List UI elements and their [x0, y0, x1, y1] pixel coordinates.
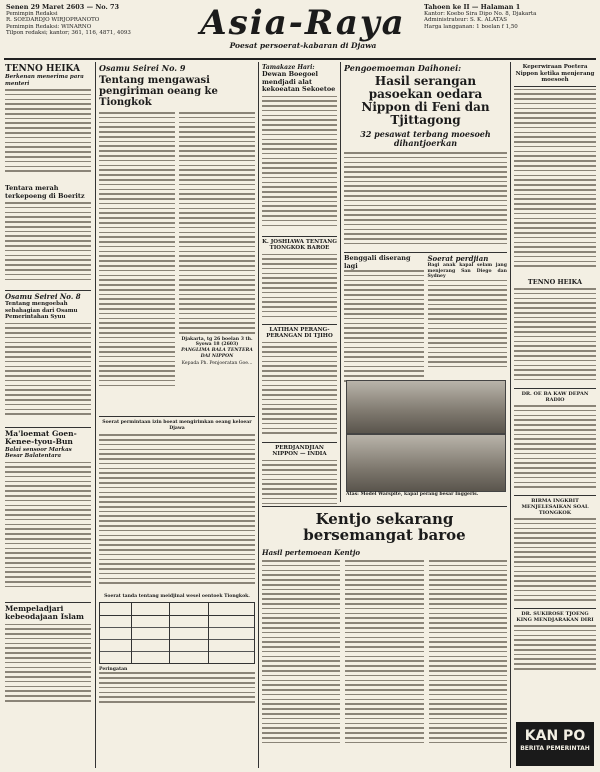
headline-soerat-perdjian: Soerat perdjian — [427, 254, 489, 263]
admin-line: Administrateur: S. K. ALATAS — [424, 17, 508, 23]
column-rule — [510, 62, 511, 768]
column-rule — [340, 62, 341, 502]
office-line: Kantor: Koebo Sira Dipo No. 8, Djakarta — [424, 10, 537, 17]
issue-line: Tahoen ke II — Halaman 1 — [424, 3, 521, 11]
body-text — [344, 152, 507, 252]
column-3 — [262, 64, 337, 504]
form-table — [99, 602, 255, 664]
photo-caption: Atas: Model Warspite, kapal perang besar Inggeris. — [346, 492, 479, 497]
headline-benggali: Benggali diserang lagi — [344, 254, 411, 270]
note-heading: Peringatan — [99, 666, 128, 672]
headline-maloemat: Ma'loemat Goen-Kenee-tyou-Bun — [5, 427, 91, 447]
body-text — [262, 342, 337, 442]
masthead-subtitle: Poesat persoerat-kabaran di Djawa — [229, 41, 377, 50]
headline-keperwiraan: Keperwiraan Poetera Nippon ketika menjerang moesoeh — [514, 64, 596, 87]
price-line: Harga langganan: 1 boelan f 1,50 — [424, 23, 518, 30]
headline-pengiriman-oeang: Tentang mengawasi pengiriman oeang ke Tiongkok — [99, 75, 218, 108]
header-left — [6, 4, 186, 37]
column-5 — [514, 64, 596, 768]
headline-tenno-heika: TENNO HEIKA — [5, 64, 80, 74]
date-signature: Djakarta, tg 26 boelan 3 th. Syowa 18 (2603) — [181, 336, 253, 348]
subhead: Bagi anak kapal selam jang menjerang San Diego dan Sydney — [427, 263, 507, 280]
body-text — [262, 254, 337, 324]
column-2 — [99, 64, 255, 768]
body-text — [5, 462, 91, 602]
headline-dewan-boegoel: Dewan Boegoel mendjadi alat kekoeatan Sekoetoe — [262, 70, 336, 93]
headline-latihan-perang: LATIHAN PERANG-PERANGAN DI TJIHO — [262, 324, 337, 340]
headline-kebeodajaan-islam: Mempeladjari kebeodajaan Islam — [5, 602, 91, 622]
column-rule — [95, 62, 96, 768]
headline-perdjandjian: PERDJANDJIAN NIPPON — INDIA — [262, 442, 337, 458]
headline-oe-ba-kaw: DR. OE BA KAW DEPAN RADIO — [514, 388, 596, 403]
body-text — [514, 288, 596, 388]
photo-warship-bottom — [346, 434, 506, 492]
body-text — [5, 624, 91, 714]
subhead: Tentang mengoebah sebahagian dari Osamu Pemerintahan Syuu — [5, 301, 78, 320]
footnote: Kepada Ph. Penjoeratan Goe... — [181, 361, 253, 367]
publisher-label: Pemimpin Redaksi — [6, 10, 58, 17]
ad-subtitle: BERITA PEMERINTAH — [520, 745, 590, 752]
headline-tenno-heika-2: TENNO HEIKA — [527, 277, 583, 286]
body-text — [5, 89, 91, 181]
form-body — [99, 434, 255, 594]
column-1 — [5, 64, 91, 768]
headline-joshiawa: K. JOSHIAWA TENTANG TIONGKOK BAROE — [262, 236, 337, 252]
headline-kentjo: Kentjo sekarang bersemangat baroe — [303, 510, 466, 544]
headline-osamu-seirei-8: Osamu Seirei No. 8 — [5, 290, 91, 301]
headline-hasil-serangan: Hasil serangan pasoekan oedara Nippon di Feni dan Tjittagong — [361, 74, 490, 127]
headline-tentara-merah: Tentara merah terkepoeng di Boeritz — [5, 184, 85, 200]
header-right — [424, 4, 594, 30]
form-title: Soerat permintaan izin boeat mengirimkan oeang keloear Djawa — [99, 416, 255, 431]
headline-sukirose: DR. SUKIROSE TJOENG KING MENDJARAKAN DIRI — [514, 608, 596, 623]
kanpo-advert — [516, 722, 594, 766]
ad-title: KAN PO — [524, 728, 586, 744]
date-line: Senen 29 Maret 2603 — No. 73 — [6, 3, 120, 11]
kicker-daihonei: Pengoemoeman Daihonei: — [344, 64, 462, 73]
masthead — [196, 3, 410, 50]
subhead-hasil-pertemoean: Hasil pertemoean Kentjo — [262, 548, 361, 557]
kicker-osamu-seirei-9: Osamu Seirei No. 9 — [99, 64, 186, 73]
kicker-tamakaze: Tamakaze Hari: — [262, 64, 315, 71]
headline-birma: BIRMA INGKBIT MENJELESAIKAN SOAL TIONGKOK — [514, 495, 596, 516]
body-text — [514, 518, 596, 608]
photo-warship-top — [346, 380, 506, 434]
subhead: Berkenan menerima para menteri — [5, 74, 84, 87]
column-rule — [258, 62, 259, 768]
editor-label: Pemimpin Redaksi: WINARNO — [6, 23, 92, 30]
subhead-32-pesawat: 32 pesawat terbang moesoeh dihantjoerkan — [360, 129, 491, 148]
publisher-name: R. SOEDARDJO WIRJOPRANOTO — [6, 17, 100, 23]
subhead: Balai sensoor Markas Besar Balatentara — [5, 446, 72, 459]
body-text — [262, 96, 337, 236]
feature-kentjo — [262, 506, 507, 769]
phone-line: Tilpon redaksi; kantor; 361, 116, 4871, 4093 — [6, 30, 131, 36]
body-text — [514, 405, 596, 495]
body-text — [514, 89, 596, 279]
body-text — [514, 625, 596, 675]
body-text — [262, 460, 337, 505]
table-title: Soerat tanda tentang meidjinal wesel oentoek Tiongkok. — [104, 594, 250, 600]
column-4 — [344, 64, 507, 504]
masthead-title: Asia-Raya — [200, 3, 406, 43]
masthead-rule — [4, 58, 596, 60]
two-column-body — [99, 112, 255, 412]
body-text — [5, 202, 91, 290]
signed-by: PANGLIMA BALA TENTERA DAI NIPPON — [181, 347, 253, 359]
body-text — [5, 323, 91, 427]
